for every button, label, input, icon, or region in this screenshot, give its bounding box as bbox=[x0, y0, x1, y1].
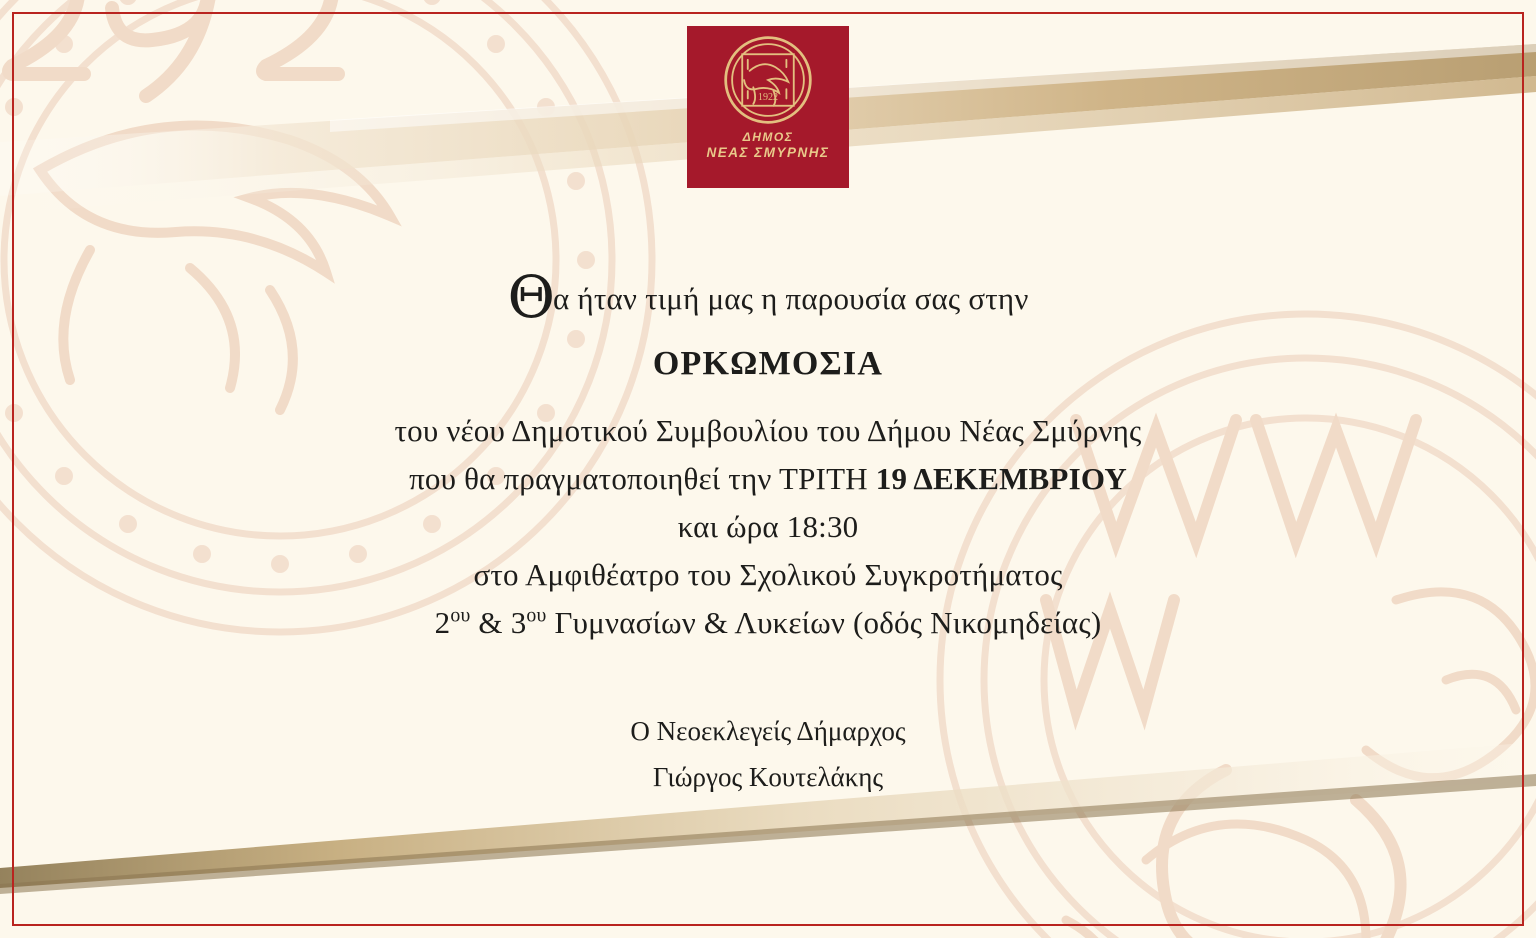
event-date-line bbox=[0, 455, 1536, 503]
signature-role: Ο Νεοεκλεγείς Δήμαρχος bbox=[630, 715, 906, 746]
venue-school-b: & 3 bbox=[470, 604, 527, 640]
intro-line bbox=[0, 263, 1536, 331]
emblem-year: 1922 bbox=[757, 92, 779, 104]
event-venue-line: στο Αμφιθέατρο του Σχολικού Συγκροτήματος bbox=[473, 556, 1063, 592]
logo-line-2: ΝΕΑΣ ΣΜΥΡΝΗΣ bbox=[706, 145, 830, 160]
intro-text: α ήταν τιμή μας η παρουσία σας στην bbox=[553, 281, 1029, 316]
event-address-line bbox=[0, 599, 1536, 647]
logo-line-1: ΔΗΜΟΣ bbox=[742, 130, 794, 144]
event-title: ΟΡΚΩΜΟΣΙΑ bbox=[652, 344, 884, 382]
event-subject: του νέου Δημοτικού Συμβουλίου του Δήμου Νέας Σμύρνης bbox=[394, 412, 1142, 448]
event-date-prefix: που θα πραγματοποιηθεί την ΤΡΙΤΗ bbox=[409, 460, 876, 496]
venue-school-a: 2 bbox=[434, 604, 451, 640]
logo-wordmark bbox=[707, 130, 830, 162]
event-time-line: και ώρα 18:30 bbox=[677, 508, 859, 544]
invitation-body bbox=[0, 263, 1536, 801]
signature-name: Γιώργος Κουτελάκης bbox=[652, 761, 884, 792]
venue-school-b-sup: ου bbox=[526, 604, 547, 627]
intro-drop-cap: Θ bbox=[507, 263, 554, 331]
municipality-logo bbox=[687, 26, 849, 188]
signature-block bbox=[0, 709, 1536, 801]
venue-school-a-sup: ου bbox=[450, 604, 471, 627]
coin-emblem-icon bbox=[722, 34, 814, 126]
event-date: 19 ΔΕΚΕΜΒΡΙΟΥ bbox=[875, 460, 1127, 496]
venue-street: Γυμνασίων & Λυκείων (οδός Νικομηδείας) bbox=[546, 604, 1102, 640]
